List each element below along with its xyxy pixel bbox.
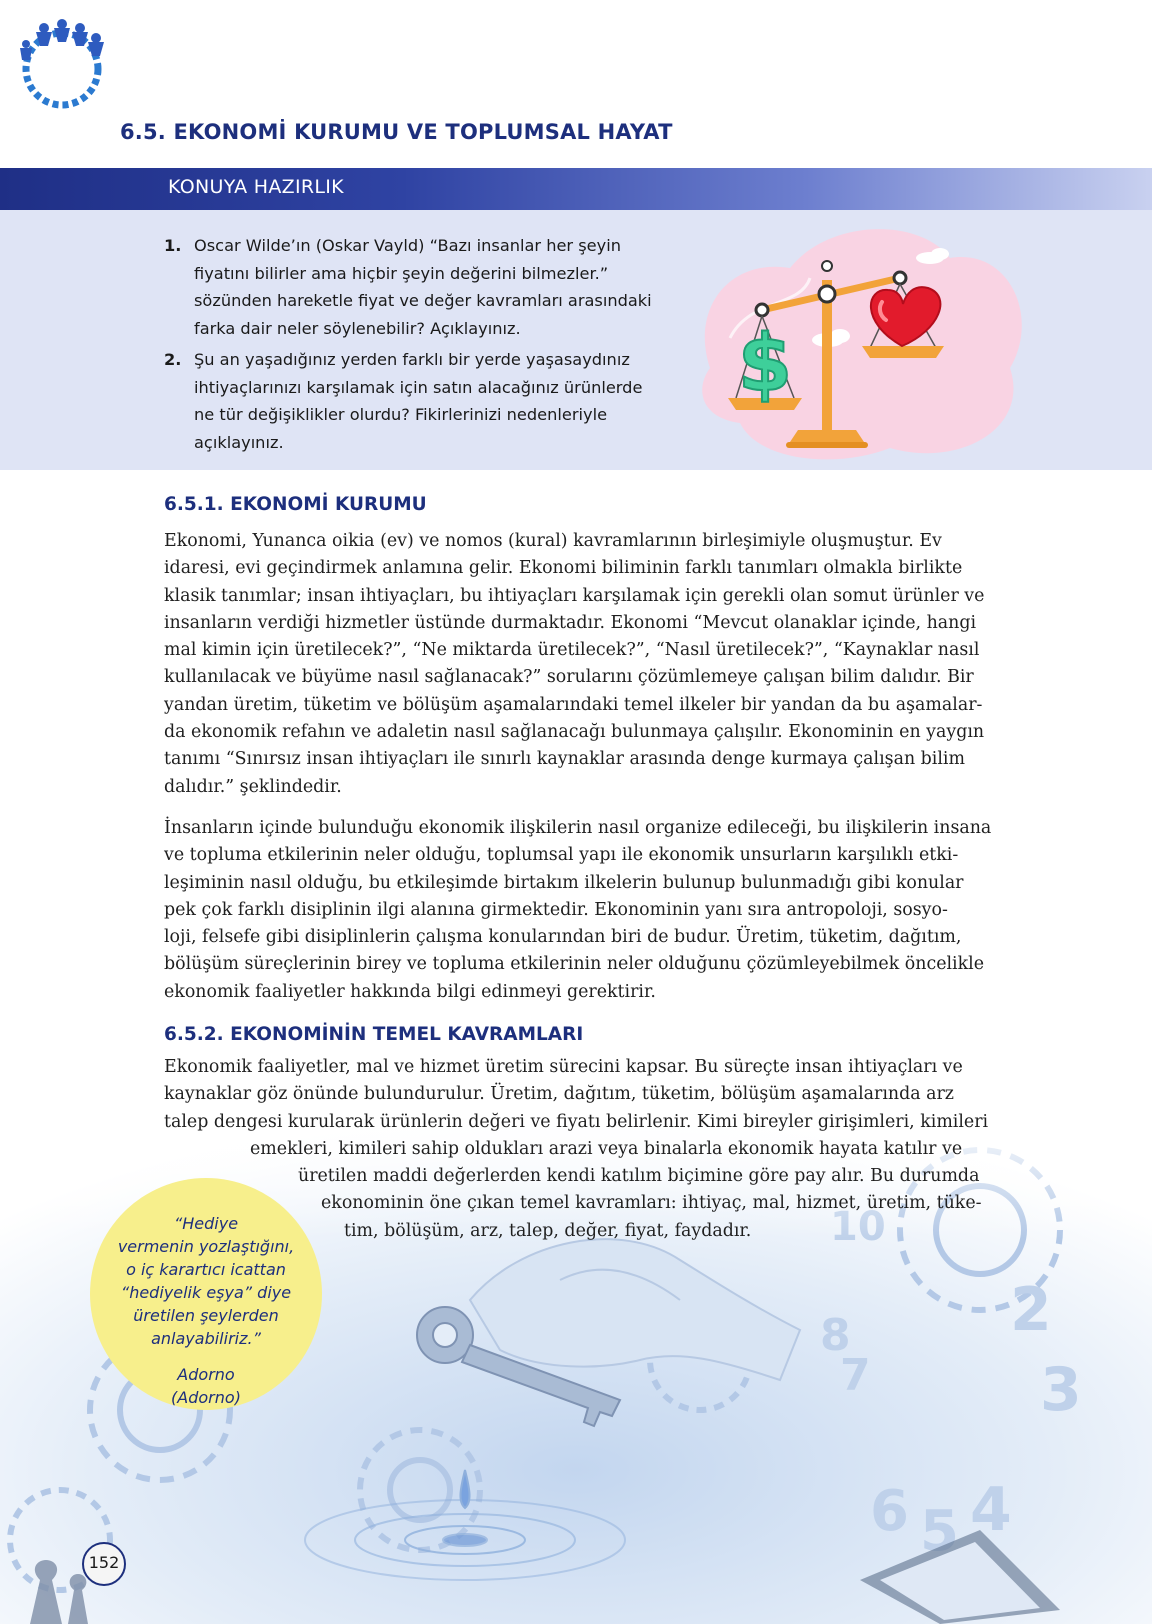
paragraph-line: ve topluma etkilerinin neler olduğu, toplumsal yapı ile ekonomik unsurların karşılıklı etki-	[164, 845, 959, 866]
paragraph-line: ekonomik faaliyetler hakkında bilgi edinmeyi gerektirir.	[164, 981, 656, 1002]
paragraph-line: bölüşüm süreçlerinin birey ve topluma etkilerinin neler olduğunu çözümleyebilmek öncelikle	[164, 954, 985, 975]
quote-author-pronunciation: (Adorno)	[171, 1388, 241, 1407]
question-line: açıklayınız.	[194, 432, 284, 452]
prep-band-label: KONUYA HAZIRLIK	[168, 176, 344, 198]
paragraph-line: Ekonomik faaliyetler, mal ve hizmet üretim sürecini kapsar. Bu süreçte insan ihtiyaçları ve	[164, 1057, 963, 1077]
paragraph-line: kaynaklar göz önünde bulundurulur. Üretim, dağıtım, tüketim, bölüşüm aşamalarında arz	[164, 1084, 954, 1105]
paragraph-line: insanların verdiği hizmetler üstünde durmaktadır. Ekonomi “Mevcut olanaklar içinde, hangi	[164, 612, 977, 633]
subsection-title-6-5-2: 6.5.2. EKONOMİNİN TEMEL KAVRAMLARI	[164, 1024, 584, 1045]
question-line: ihtiyaçlarınızı karşılamak için satın alacağınız ürünlerde	[194, 377, 643, 397]
paragraph-line: pek çok farklı disiplinin ilgi alanına girmektedir. Ekonominin yanı sıra antropoloji, sosyo-	[164, 899, 948, 920]
paragraph-line: ekonominin öne çıkan temel kavramları: ihtiyaç, mal, hizmet, üretim, tüke-	[321, 1193, 982, 1214]
paragraph-line: emekleri, kimileri sahip oldukları arazi veya binalarla ekonomik hayata katılır ve	[250, 1138, 963, 1159]
paragraph-line: mal kimin için üretilecek?”, “Ne miktarda üretilecek?”, “Nasıl üretilecek?”, “Kaynaklar nasıl	[164, 640, 980, 661]
question-number: 2.	[164, 350, 182, 369]
page-number: 152	[88, 1553, 120, 1572]
quote-text	[96, 1212, 316, 1350]
quote-line: “Hediye	[173, 1214, 239, 1233]
quote-line: anlayabiliriz.”	[151, 1329, 261, 1348]
quote-line: vermenin yozlaştığını,	[117, 1237, 295, 1256]
quote-author	[96, 1363, 316, 1409]
paragraph-line: tim, bölüşüm, arz, talep, değer, fiyat, faydadır.	[344, 1220, 752, 1241]
paragraph-2	[164, 815, 991, 1006]
svg-text:$: $	[737, 319, 793, 409]
balance-scale-icon	[690, 218, 1030, 464]
question-line: ne tür değişiklikler olurdu? Fikirlerinizi nedenleriyle	[194, 405, 608, 424]
question-line: Şu an yaşadığınız yerden farklı bir yerde yaşasaydınız	[194, 350, 630, 369]
question-line: fiyatını bilirler ama hiçbir şeyin değerini bilmezler.”	[194, 263, 609, 283]
subsection-title-6-5-1: 6.5.1. EKONOMİ KURUMU	[164, 494, 427, 515]
dollar-sign-icon	[738, 319, 792, 409]
paragraph-line: loji, felsefe gibi disiplinlerin çalışma konularından biri de budur. Üretim, tüketim, dağıtım,	[164, 927, 962, 948]
quote-line: o iç karartıcı icattan	[126, 1260, 286, 1279]
paragraph-line: klasik tanımlar; insan ihtiyaçları, bu ihtiyaçları karşılamak için gerekli olan somut ürünler ve	[164, 585, 985, 606]
people-gear-logo-icon	[14, 14, 110, 114]
quote-author-name: Adorno	[177, 1365, 235, 1384]
paragraph-line: yandan üretim, tüketim ve bölüşüm aşamalarındaki temel ilkeler bir yandan da bu aşamalar-	[164, 694, 983, 715]
section-title: 6.5. EKONOMİ KURUMU VE TOPLUMSAL HAYAT	[120, 120, 673, 144]
prep-question-1	[164, 232, 694, 342]
prep-question-2	[164, 346, 694, 456]
paragraph-1	[164, 528, 984, 801]
paragraph-line: İnsanların içinde bulunduğu ekonomik ilişkilerin nasıl organize edileceği, bu ilişkilerin insana	[164, 818, 992, 838]
question-line: Oscar Wilde’ın (Oskar Vayld) “Bazı insanlar her şeyin	[194, 236, 621, 255]
paragraph-line: kullanılacak ve büyüme nasıl sağlanacak?” sorularını çözümlemeye çalışan bilim dalıdır. Bir	[164, 667, 974, 688]
question-line: sözünden hareketle fiyat ve değer kavramları arasındaki	[194, 291, 652, 310]
quote-line: üretilen şeylerden	[133, 1306, 279, 1325]
paragraph-line: da ekonomik refahın ve adaletin nasıl sağlanacağı bulunmaya çalışılır. Ekonominin en yaygın	[164, 722, 985, 743]
question-line: farka dair neler söylenebilir? Açıklayınız.	[194, 318, 521, 338]
paragraph-line: üretilen maddi değerlerden kendi katılım biçimine göre pay alır. Bu durumda	[298, 1166, 980, 1187]
question-number: 1.	[164, 236, 182, 255]
paragraph-line: Ekonomi, Yunanca oikia (ev) ve nomos (kural) kavramlarının birleşimiyle oluşmuştur. Ev	[164, 531, 942, 551]
quote-line: “hediyelik eşya” diye	[120, 1283, 292, 1302]
paragraph-line: leşiminin nasıl olduğu, bu etkileşimde birtakım ilkelerin bulunup bulunmadığı gibi konular	[164, 872, 964, 893]
paragraph-line: tanımı “Sınırsız insan ihtiyaçları ile sınırlı kaynaklar arasında denge kurmaya çalışan bilim	[164, 749, 965, 770]
paragraph-line: idaresi, evi geçindirmek anlamına gelir. Ekonomi biliminin farklı tanımları olmakla birlikte	[164, 558, 963, 579]
paragraph-line: dalıdır.” şeklindedir.	[164, 776, 342, 797]
paragraph-line: talep dengesi kurularak ürünlerin değeri ve fiyatı belirlenir. Kimi bireyler girişimleri, kimileri	[164, 1111, 989, 1132]
